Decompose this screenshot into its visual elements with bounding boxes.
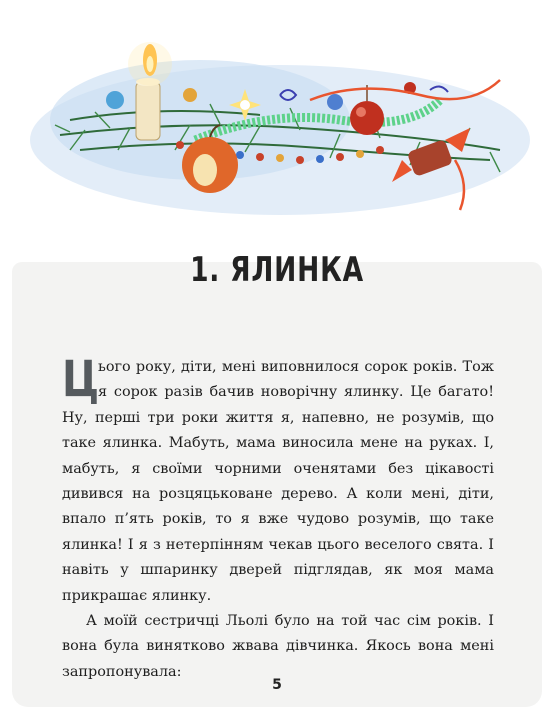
- christmas-garland-illustration: [0, 0, 554, 240]
- paragraph-2: А моїй сестричці Льолі було на той час сім років. І вона була винятково жвава дівчинка. Якось вона мені запропонувала:: [62, 613, 494, 680]
- paragraph-1-text: ього року, діти, мені виповнилося сорок років. Тож я сорок разів бачив новорічну ялинку. Це багато! Ну, перші три роки життя я, напевно, не розумів, що таке ялинка. Мабуть, мама виносила мене на руках. І, мабуть, я своїми чорними оченятами без цікавості дивився на розцяцьковане дерево. А коли мені, діти, впало п’ять років, то я вже чудово розумів, що таке ялинка! І я з нетерпінням чекав цього веселого свята. І навіть у шпаринку дверей підглядав, як моя мама прикрашає ялинку.: [62, 359, 494, 604]
- paragraph-1: [62, 350, 494, 609]
- chapter-title: 1. ЯЛИНКА: [190, 250, 364, 290]
- drop-cap: Ц: [62, 350, 100, 408]
- chapter-text: [62, 350, 494, 685]
- page-number: 5: [272, 677, 282, 693]
